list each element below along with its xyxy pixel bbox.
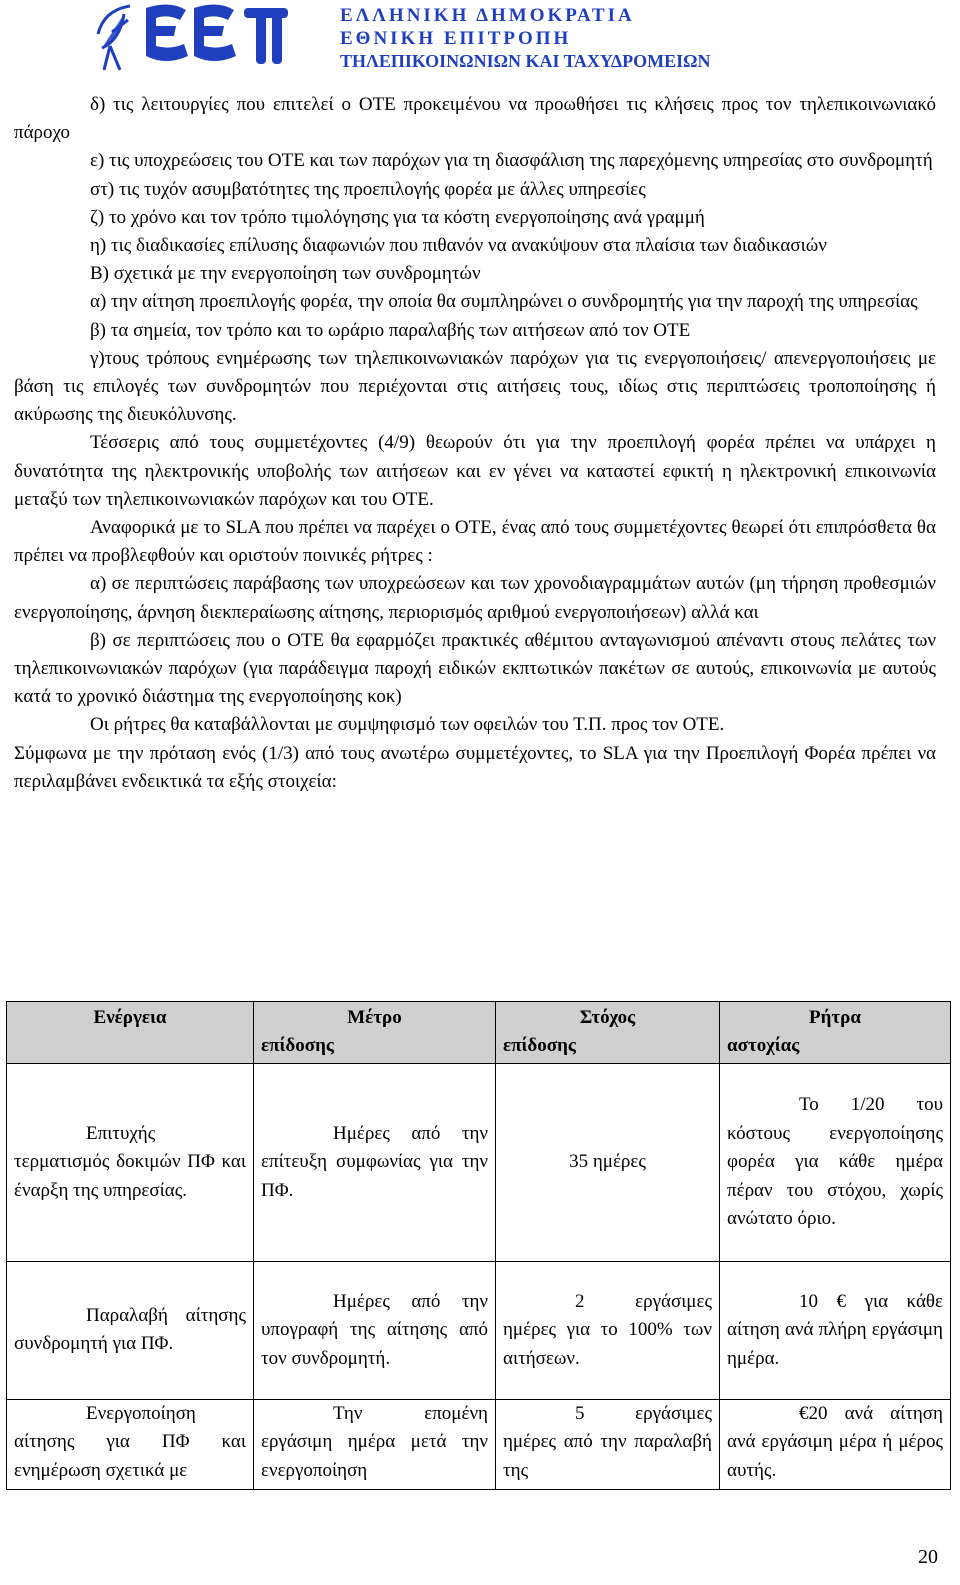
org-line-1: ΕΛΛΗΝΙΚΗ ΔΗΜΟΚΡΑΤΙΑ: [340, 5, 635, 26]
cell-metric: [254, 1399, 496, 1489]
header-action-text: Ενέργεια: [93, 1007, 167, 1028]
paragraph: α) σε περιπτώσεις παράβασης των υποχρεώσεων και των χρονοδιαγραμμάτων αυτών (μη τήρηση προθεσμιών ενεργοποίησης, άρνηση διεκπεραίωσης αίτησης, περιορισμός αριθμού ενεργοποιήσεων) αλλά και: [14, 573, 936, 623]
paragraph: β) τα σημεία, τον τρόπο και το ωράριο παραλαβής των αιτήσεων από τον ΟΤΕ: [90, 319, 691, 341]
cell-action: [7, 1261, 254, 1399]
table-row: [7, 1063, 951, 1261]
paragraph: Σύμφωνα με την πρόταση ενός (1/3) από τους ανωτέρω συμμετέχοντες, το SLA για την Προεπιλογή Φορέα πρέπει να περιλαμβάνει ενδεικτικά τα εξής στοιχεία:: [14, 742, 936, 792]
header-target-line1: Στόχος: [579, 1007, 636, 1028]
header-target-line2: επίδοσης: [503, 1035, 576, 1057]
org-line-3: ΤΗΛΕΠΙΚΟΙΝΩΝΙΩΝ ΚΑΙ ΤΑΧΥΔΡΟΜΕΙΩΝ: [340, 51, 711, 71]
cell-target: [496, 1261, 720, 1399]
header-action: [7, 1002, 254, 1064]
org-line-2: ΕΘΝΙΚΗ ΕΠΙΤΡΟΠΗ: [340, 28, 572, 49]
cell-action-text: Παραλαβή αίτησης συνδρομητή για ΠΦ.: [14, 1304, 246, 1355]
paragraph: γ)τους τρόπους ενημέρωσης των τηλεπικοινωνιακών παρόχων για τις ενεργοποιήσεις/ απενεργοποιήσεις με βάση τις επιλογές των συνδρομητών που περιέχονται στις αιτήσεις τους, ιδίως στις περιπτώσεις τροποποίησης ή ακύρωσης της διευκόλυνσης.: [14, 347, 936, 426]
cell-target: [496, 1063, 720, 1261]
paragraph: Αναφορικά με το SLA που πρέπει να παρέχει ο ΟΤΕ, ένας από τους συμμετέχοντες θεωρεί ότι επιπρόσθετα θα πρέπει να προβλεφθούν και οριστούν ποινικές ρήτρες :: [14, 517, 936, 567]
paragraph: η) τις διαδικασίες επίλυσης διαφωνιών που πιθανόν να ανακύψουν στα πλαίσια των διαδικασιών: [90, 235, 827, 257]
document-body: [14, 91, 936, 796]
paragraph: Οι ρήτρες θα καταβάλλονται με συμψηφισμό των οφειλών του Τ.Π. προς τον ΟΤΕ.: [90, 714, 725, 736]
cell-metric-text: Ημέρες από την επίτευξη συμφωνίας για την ΠΦ.: [261, 1122, 488, 1201]
cell-target-text: 5 εργάσιμες ημέρες από την παραλαβή της: [503, 1402, 712, 1481]
page-number: 20: [918, 1546, 938, 1568]
header-metric-line2: επίδοσης: [261, 1035, 334, 1057]
cell-metric-text: Ημέρες από την υπογραφή της αίτησης από τον συνδρομητή.: [261, 1290, 488, 1369]
cell-action-text: Επιτυχής τερματισμός δοκιμών ΠΦ και έναρξη της υπηρεσίας.: [14, 1122, 246, 1201]
sla-table: [6, 1001, 951, 1490]
cell-metric: [254, 1063, 496, 1261]
paragraph: ε) τις υποχρεώσεις του ΟΤΕ και των παρόχων για τη διασφάλιση της παρεχόμενης υπηρεσίας στο συνδρομητή: [90, 150, 933, 172]
cell-metric: [254, 1261, 496, 1399]
cell-penalty: [720, 1063, 951, 1261]
cell-action: [7, 1063, 254, 1261]
organization-name: [340, 4, 711, 73]
cell-action: [7, 1399, 254, 1489]
page-header: [0, 0, 960, 80]
header-penalty-line1: Ρήτρα: [809, 1007, 861, 1028]
logo-letters: [146, 4, 288, 64]
cell-target-text: 2 εργάσιμες ημέρες για το 100% των αιτήσεων.: [503, 1290, 712, 1369]
cell-penalty-text: Το 1/20 του κόστους ενεργοποίησης φορέα για κάθε ημέρα πέραν του στόχου, χωρίς ανώτατο όριο.: [727, 1094, 943, 1229]
header-target: [496, 1002, 720, 1064]
table-header-row: [7, 1002, 951, 1064]
header-metric: [254, 1002, 496, 1064]
cell-target: [496, 1399, 720, 1489]
header-metric-line1: Μέτρο: [347, 1007, 402, 1028]
paragraph: β) σε περιπτώσεις που ο ΟΤΕ θα εφαρμόζει πρακτικές αθέμιτου ανταγωνισμού απέναντι στους πελάτες των τηλεπικοινωνιακών παρόχων (για παράδειγμα παροχή ειδικών εκπτωτικών πακέτων σε αυτούς, επικοινωνία με αυτούς κατά το χρονικό διάστημα της ενεργοποίησης κοκ): [14, 629, 936, 708]
paragraph: Τέσσερις από τους συμμετέχοντες (4/9) θεωρούν ότι για την προεπιλογή φορέα πρέπει να υπάρχει η δυνατότητα της ηλεκτρονικής υποβολής των αιτήσεων και εν γένει να καταστεί εφικτή η ηλεκτρονική επικοινωνία μεταξύ των τηλεπικοινωνιακών παρόχων και του ΟΤΕ.: [14, 432, 936, 510]
cell-action-text: Ενεργοποίηση αίτησης για ΠΦ και ενημέρωση σχετικά με: [14, 1402, 246, 1481]
paragraph: ζ) το χρόνο και τον τρόπο τιμολόγησης για τα κόστη ενεργοποίησης ανά γραμμή: [90, 206, 705, 228]
table-row: [7, 1399, 951, 1489]
paragraph: Β) σχετικά με την ενεργοποίηση των συνδρομητών: [90, 263, 481, 285]
cell-metric-text: Την επομένη εργάσιμη ημέρα μετά την ενεργοποίηση: [261, 1402, 488, 1481]
cell-penalty: [720, 1261, 951, 1399]
header-penalty-line2: αστοχίας: [727, 1035, 800, 1057]
table-row: [7, 1261, 951, 1399]
cell-penalty-text: €20 ανά αίτηση ανά εργάσιμη μέρα ή μέρος αυτής.: [727, 1402, 943, 1481]
cell-penalty-text: 10 € για κάθε αίτηση ανά πλήρη εργάσιμη ημέρα.: [727, 1290, 943, 1369]
cell-penalty: [720, 1399, 951, 1489]
header-penalty: [720, 1002, 951, 1064]
eett-logo: [90, 0, 295, 76]
paragraph: στ) τις τυχόν ασυμβατότητες της προεπιλογής φορέα με άλλες υπηρεσίες: [90, 178, 646, 200]
cell-target-text: 35 ημέρες: [569, 1151, 646, 1173]
satellite-dish-icon: [98, 6, 130, 70]
paragraph: δ) τις λειτουργίες που επιτελεί ο ΟΤΕ προκειμένου να προωθήσει τις κλήσεις προς τον τηλεπικοινωνιακό πάροχο: [14, 94, 936, 144]
paragraph: α) την αίτηση προεπιλογής φορέα, την οποία θα συμπληρώνει ο συνδρομητής για την παροχή της υπηρεσίας: [90, 291, 918, 313]
